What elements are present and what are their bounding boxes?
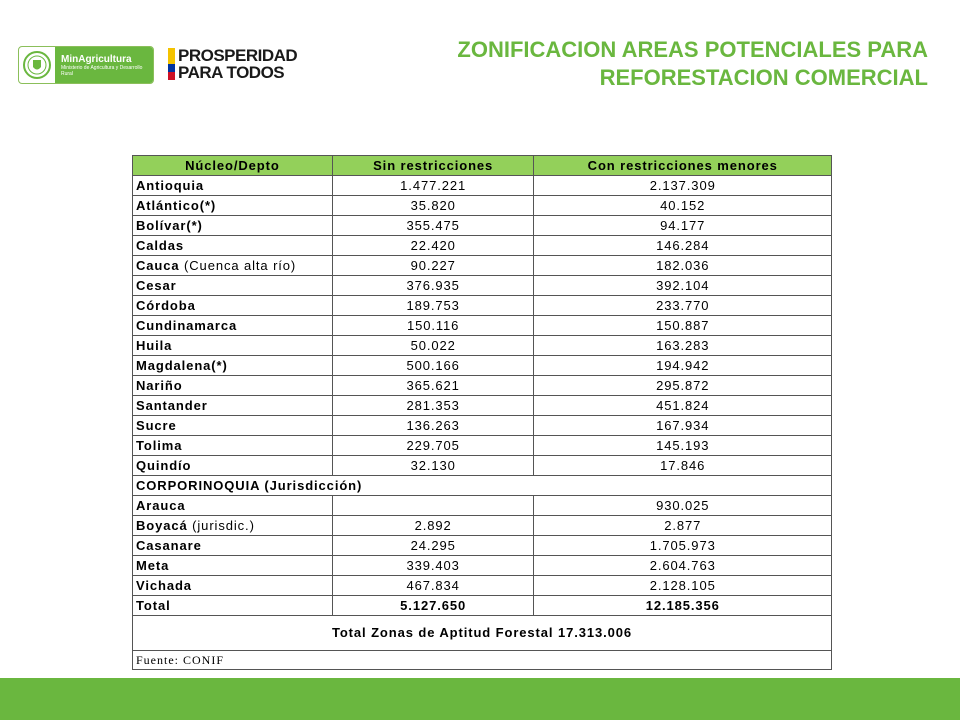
- con-restricciones-value: 2.137.309: [534, 176, 832, 196]
- department-name: Caldas: [133, 236, 333, 256]
- department-name: Antioquia: [133, 176, 333, 196]
- prosperidad-word: PROSPERIDAD: [178, 46, 298, 65]
- sin-restricciones-value: 1.477.221: [332, 176, 534, 196]
- sin-restricciones-value: [332, 496, 534, 516]
- con-restricciones-value: 146.284: [534, 236, 832, 256]
- department-name: Cundinamarca: [133, 316, 333, 336]
- para-todos-word: PARA TODOS: [178, 63, 285, 82]
- department-name: Tolima: [133, 436, 333, 456]
- con-restricciones-value: 1.705.973: [534, 536, 832, 556]
- con-restricciones-value: 194.942: [534, 356, 832, 376]
- table-row: [133, 296, 832, 316]
- table-row: [133, 436, 832, 456]
- con-restricciones-value: 163.283: [534, 336, 832, 356]
- con-restricciones-value: 2.604.763: [534, 556, 832, 576]
- table-row: [133, 376, 832, 396]
- sin-restricciones-value: 35.820: [332, 196, 534, 216]
- sin-restricciones-value: 90.227: [332, 256, 534, 276]
- sin-restricciones-value: 355.475: [332, 216, 534, 236]
- ministry-name-block: [55, 47, 153, 83]
- table-row: [133, 216, 832, 236]
- sin-restricciones-value: 22.420: [332, 236, 534, 256]
- department-name: Sucre: [133, 416, 333, 436]
- section-label: CORPORINOQUIA (Jurisdicción): [133, 476, 832, 496]
- con-restricciones-value: 94.177: [534, 216, 832, 236]
- con-restricciones-value: 145.193: [534, 436, 832, 456]
- sin-restricciones-value: 32.130: [332, 456, 534, 476]
- header-sin-restricciones: Sin restricciones: [332, 156, 534, 176]
- con-restricciones-value: 40.152: [534, 196, 832, 216]
- ministry-logo-subtitle: Ministerio de Agricultura y Desarrollo Rural: [61, 64, 143, 77]
- con-restricciones-value: 295.872: [534, 376, 832, 396]
- con-restricciones-value: 17.846: [534, 456, 832, 476]
- department-name: Meta: [133, 556, 333, 576]
- table-row: [133, 196, 832, 216]
- sin-restricciones-value: 339.403: [332, 556, 534, 576]
- department-name: Magdalena(*): [133, 356, 333, 376]
- zonification-table: [132, 155, 832, 670]
- table-row: [133, 336, 832, 356]
- sin-restricciones-value: 24.295: [332, 536, 534, 556]
- sin-restricciones-value: 50.022: [332, 336, 534, 356]
- con-restricciones-value: 2.128.105: [534, 576, 832, 596]
- section-row-corporinoquia: [133, 476, 832, 496]
- department-name: Atlántico(*): [133, 196, 333, 216]
- department-name: Boyacá (jurisdic.): [133, 516, 333, 536]
- grand-total: Total Zonas de Aptitud Forestal 17.313.006: [133, 616, 832, 651]
- colombia-flag-icon: [168, 48, 175, 80]
- table-row: [133, 536, 832, 556]
- table-row: [133, 396, 832, 416]
- table-row: [133, 316, 832, 336]
- department-name: Córdoba: [133, 296, 333, 316]
- title-line-2: REFORESTACION COMERCIAL: [599, 65, 928, 90]
- footer-bar: [0, 678, 960, 720]
- sin-restricciones-value: 136.263: [332, 416, 534, 436]
- total-con-restricciones: 12.185.356: [534, 596, 832, 616]
- page-title: [328, 36, 928, 92]
- sin-restricciones-value: 500.166: [332, 356, 534, 376]
- colombia-coat-of-arms-icon: [19, 47, 55, 83]
- table-row: [133, 556, 832, 576]
- sin-restricciones-value: 365.621: [332, 376, 534, 396]
- sin-restricciones-value: 281.353: [332, 396, 534, 416]
- department-name: Cesar: [133, 276, 333, 296]
- con-restricciones-value: 150.887: [534, 316, 832, 336]
- table-row: [133, 496, 832, 516]
- prosperidad-para-todos-logo: [168, 46, 297, 82]
- table-row: [133, 416, 832, 436]
- con-restricciones-value: 182.036: [534, 256, 832, 276]
- total-row: [133, 596, 832, 616]
- table-row: [133, 576, 832, 596]
- title-line-1: ZONIFICACION AREAS POTENCIALES PARA: [457, 37, 928, 62]
- minagricultura-logo: [18, 46, 154, 84]
- table-header-row: [133, 156, 832, 176]
- table-row: [133, 356, 832, 376]
- con-restricciones-value: 2.877: [534, 516, 832, 536]
- con-restricciones-value: 930.025: [534, 496, 832, 516]
- source-row: [133, 651, 832, 670]
- sin-restricciones-value: 376.935: [332, 276, 534, 296]
- sin-restricciones-value: 189.753: [332, 296, 534, 316]
- department-name: Quindío: [133, 456, 333, 476]
- sin-restricciones-value: 150.116: [332, 316, 534, 336]
- department-name: Vichada: [133, 576, 333, 596]
- ministry-logo-name: MinAgricultura: [61, 53, 132, 65]
- table-row: [133, 276, 832, 296]
- department-name: Nariño: [133, 376, 333, 396]
- department-name: Cauca (Cuenca alta río): [133, 256, 333, 276]
- table-row: [133, 516, 832, 536]
- table-row: [133, 176, 832, 196]
- department-name: Casanare: [133, 536, 333, 556]
- sin-restricciones-value: 229.705: [332, 436, 534, 456]
- table-row: [133, 236, 832, 256]
- sin-restricciones-value: 467.834: [332, 576, 534, 596]
- department-name: Huila: [133, 336, 333, 356]
- header-con-restricciones: Con restricciones menores: [534, 156, 832, 176]
- table-body: [133, 176, 832, 670]
- total-label: Total: [133, 596, 333, 616]
- department-name: Bolívar(*): [133, 216, 333, 236]
- con-restricciones-value: 451.824: [534, 396, 832, 416]
- source-note: Fuente: CONIF: [133, 651, 832, 670]
- con-restricciones-value: 167.934: [534, 416, 832, 436]
- con-restricciones-value: 233.770: [534, 296, 832, 316]
- department-name: Santander: [133, 396, 333, 416]
- table-row: [133, 456, 832, 476]
- con-restricciones-value: 392.104: [534, 276, 832, 296]
- sin-restricciones-value: 2.892: [332, 516, 534, 536]
- department-name: Arauca: [133, 496, 333, 516]
- table-row: [133, 256, 832, 276]
- total-sin-restricciones: 5.127.650: [332, 596, 534, 616]
- header-nucleo-depto: Núcleo/Depto: [133, 156, 333, 176]
- grand-total-row: [133, 616, 832, 651]
